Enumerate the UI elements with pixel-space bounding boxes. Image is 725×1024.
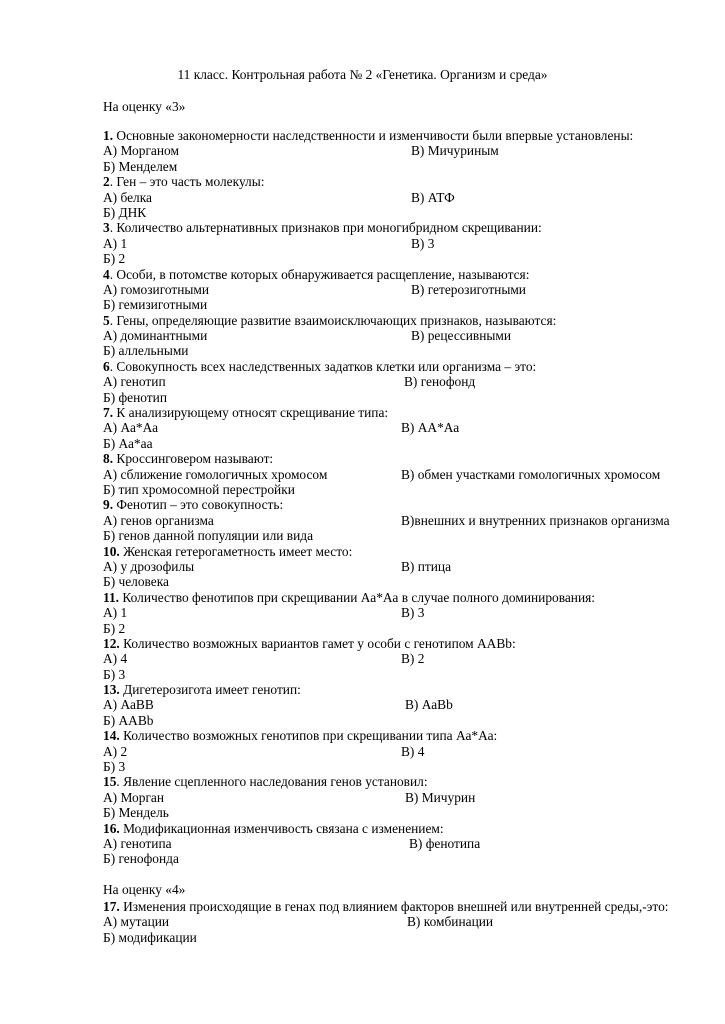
option-a: А) Морган	[103, 789, 165, 805]
option-row	[103, 697, 703, 712]
question-8	[103, 451, 703, 497]
question-title	[103, 636, 703, 651]
option-row	[103, 790, 703, 805]
question-text: . Особи, в потомстве которых обнаруживается расщепление, называются:	[109, 266, 530, 282]
question-17	[103, 899, 703, 945]
question-number: 6	[103, 358, 110, 374]
question-text: Модификационная изменчивость связана с изменением:	[119, 820, 444, 836]
question-4	[103, 267, 703, 313]
option-a: А) у дрозофилы	[103, 558, 195, 574]
question-3	[103, 220, 703, 266]
option-v: В) Мичурин	[405, 789, 476, 805]
option-a: А) 1	[103, 605, 128, 621]
option-b: Б) фенотип	[103, 389, 167, 405]
question-title	[103, 682, 703, 697]
option-a: А) 4	[103, 651, 128, 667]
option-row	[103, 374, 703, 389]
question-title	[103, 728, 703, 743]
option-v: В) Мичуриным	[411, 143, 499, 159]
option-b: Б) гемизиготными	[103, 297, 208, 313]
question-12	[103, 636, 703, 682]
question-text: Фенотип – это совокупность:	[113, 497, 284, 513]
question-list	[103, 128, 703, 867]
option-a: А) Аа*Аа	[103, 420, 159, 436]
option-row	[103, 651, 703, 666]
option-a: А) генов организма	[103, 512, 214, 528]
question-text: Количество возможных вариантов гамет у особи с генотипом ААВb:	[119, 635, 516, 651]
option-a: А) АаВВ	[103, 697, 154, 713]
option-v: В) комбинации	[407, 914, 494, 930]
question-title	[103, 590, 703, 605]
question-text: К анализирующему относят скрещивание типа:	[113, 405, 389, 421]
option-a: А) Морганом	[103, 143, 179, 159]
question-number: 8.	[103, 451, 114, 467]
question-title	[103, 174, 703, 189]
question-number: 17.	[103, 899, 120, 914]
question-text: Дигетерозигота имеет генотип:	[119, 682, 301, 698]
question-2	[103, 174, 703, 220]
option-row	[103, 605, 703, 620]
question-number: 15	[103, 774, 117, 790]
question-1	[103, 128, 703, 174]
question-15	[103, 774, 703, 820]
question-text: Изменения происходящие в генах под влиянием факторов внешней или внутренней среды,-это:	[119, 899, 669, 914]
question-title	[103, 405, 703, 420]
option-v: В) 2	[401, 651, 425, 667]
question-title	[103, 359, 703, 374]
option-v: В) 4	[401, 743, 425, 759]
question-6	[103, 359, 703, 405]
option-a: А) белка	[103, 189, 152, 205]
option-b: Б) 2	[103, 251, 126, 267]
option-v: В) птица	[401, 558, 452, 574]
option-row	[103, 190, 703, 205]
question-13	[103, 682, 703, 728]
question-title	[103, 497, 703, 512]
option-v: В) генофонд	[404, 374, 476, 390]
option-row	[103, 513, 703, 528]
section-grade-4: На оценку «4»	[103, 882, 186, 897]
option-row	[103, 420, 703, 435]
question-text: . Количество альтернативных признаков при моногибридном скрещивании:	[109, 220, 542, 236]
question-number: 3	[103, 220, 110, 236]
option-a: А) 1	[103, 235, 128, 251]
question-number: 7.	[103, 405, 114, 421]
question-11	[103, 590, 703, 636]
option-a: А) гомозиготными	[103, 281, 210, 297]
option-a: А) генотип	[103, 374, 166, 390]
question-text: Количество возможных генотипов при скрещивании типа Аа*Аа:	[119, 728, 498, 744]
option-v: В) АТФ	[411, 189, 455, 205]
question-text: Женская гетерогаметность имеет место:	[119, 543, 353, 559]
option-b: Б) Менделем	[103, 158, 178, 174]
question-10	[103, 544, 703, 590]
option-b: Б) 3	[103, 759, 126, 775]
option-v: В) АаВb	[405, 697, 453, 713]
option-row	[103, 467, 703, 482]
question-number: 9.	[103, 497, 114, 513]
question-16	[103, 821, 703, 867]
question-title	[103, 544, 703, 559]
option-row	[103, 143, 703, 158]
option-a: А) 2	[103, 743, 128, 759]
option-v: В) обмен участками гомологичных хромосом	[401, 466, 661, 482]
question-title	[103, 451, 703, 466]
option-b: Б) модификации	[103, 929, 197, 945]
question-number: 13.	[103, 682, 120, 698]
option-row	[103, 282, 703, 297]
question-7	[103, 405, 703, 451]
question-number: 12.	[103, 635, 120, 651]
option-v: В) фенотипа	[409, 835, 481, 851]
option-row	[103, 914, 703, 929]
option-a: А) доминантными	[103, 328, 208, 344]
question-5	[103, 313, 703, 359]
section-grade-3: На оценку «3»	[103, 99, 186, 114]
option-v: В)внешних и внутренних признаков организма	[401, 512, 670, 528]
option-b: Б) ДНК	[103, 204, 147, 220]
option-row	[103, 328, 703, 343]
question-number: 14.	[103, 728, 120, 744]
question-text: Количество фенотипов при скрещивании Аа*Аа в случае полного доминирования:	[119, 589, 596, 605]
option-a: А) мутации	[103, 914, 170, 930]
question-number: 16.	[103, 820, 120, 836]
question-text: Кроссинговером называют:	[113, 451, 274, 467]
question-text: Основные закономерности наследственности и изменчивости были впервые установлены:	[113, 128, 634, 143]
option-b: Б) человека	[103, 574, 169, 590]
option-a: А) генотипа	[103, 835, 172, 851]
question-9	[103, 497, 703, 543]
question-title	[103, 220, 703, 235]
option-b: Б) тип хромосомной перестройки	[103, 481, 295, 497]
option-row	[103, 836, 703, 851]
question-title	[103, 899, 703, 914]
option-b: Б) Аа*аа	[103, 435, 153, 451]
question-number: 10.	[103, 543, 120, 559]
question-number: 5	[103, 312, 110, 328]
question-title	[103, 774, 703, 789]
question-number: 2	[103, 174, 110, 190]
question-number: 4	[103, 266, 110, 282]
question-text: . Ген – это часть молекулы:	[109, 174, 265, 190]
option-v: В) гетерозиготными	[411, 281, 526, 297]
question-text: . Совокупность всех наследственных задатков клетки или организма – это:	[109, 358, 537, 374]
question-title	[103, 313, 703, 328]
question-title	[103, 267, 703, 282]
question-title	[103, 128, 703, 143]
option-v: В) 3	[401, 605, 425, 621]
option-a: А) сближение гомологичных хромосом	[103, 466, 328, 482]
option-v: В) рецессивными	[411, 328, 511, 344]
option-v: В) 3	[411, 235, 435, 251]
option-v: В) АА*Аа	[401, 420, 460, 436]
question-number: 11.	[103, 589, 119, 605]
question-number: 1.	[103, 128, 114, 143]
option-b: Б) Мендель	[103, 805, 169, 821]
option-row	[103, 559, 703, 574]
question-text: . Явление сцепленного наследования генов установил:	[116, 774, 428, 790]
option-b: Б) генов данной популяции или вида	[103, 528, 314, 544]
option-row	[103, 236, 703, 251]
option-b: Б) аллельными	[103, 343, 189, 359]
document-title: 11 класс. Контрольная работа № 2 «Генетика. Организм и среда»	[177, 67, 548, 82]
option-b: Б) 2	[103, 620, 126, 636]
option-b: Б) 3	[103, 666, 126, 682]
option-b: Б) генофонда	[103, 851, 179, 867]
question-text: . Гены, определяющие развитие взаимоисключающих признаков, называются:	[109, 312, 557, 328]
question-title	[103, 821, 703, 836]
question-14	[103, 728, 703, 774]
option-b: Б) ААВb	[103, 712, 154, 728]
option-row	[103, 744, 703, 759]
